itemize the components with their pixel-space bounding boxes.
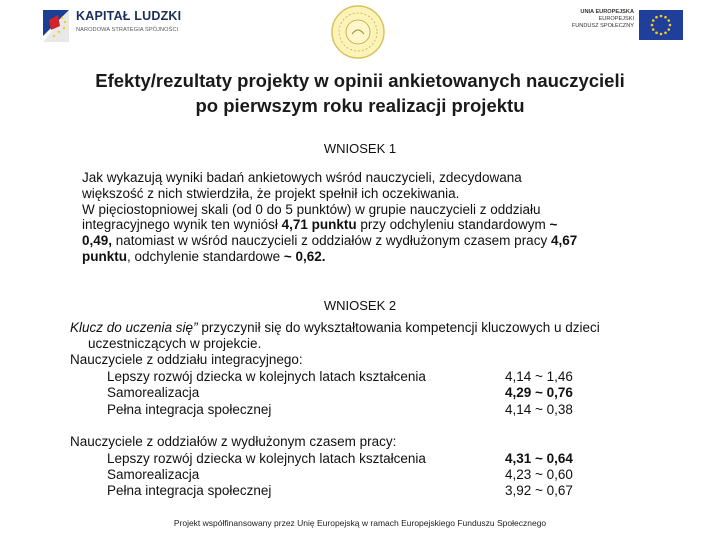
- paragraph-line: [82, 233, 702, 249]
- eu-star-icon: [660, 33, 663, 36]
- text-run: integracyjnego wynik ten wyniósł: [82, 217, 282, 233]
- group-1-item-label: Samorealizacja: [107, 385, 200, 400]
- eu-text-line: FUNDUSZ SPOŁECZNY: [571, 23, 634, 29]
- group-1-label: Nauczyciele z oddziału integracyjnego:: [70, 352, 303, 367]
- wniosek-1-paragraph: [82, 170, 702, 265]
- wniosek-2-heading: WNIOSEK 2: [323, 298, 397, 313]
- bold-value: 0,49,: [82, 233, 113, 249]
- eu-star-icon: [667, 19, 670, 22]
- paragraph-line: [82, 249, 702, 265]
- eu-stars-icon: [639, 10, 683, 40]
- group-1-item-value: 4,14 ~ 0,38: [505, 402, 573, 417]
- eu-star-icon: [652, 28, 655, 31]
- bold-value: 4,67: [550, 233, 578, 249]
- kapital-ludzki-emblem-icon: [40, 6, 72, 46]
- group-1-item-label: Pełna integracja społecznej: [107, 402, 272, 417]
- paragraph-line: W pięciostopniowej skali (od 0 do 5 punktów) w grupie nauczycieli z oddziału: [82, 201, 541, 217]
- group-2-label: Nauczyciele z oddziałów z wydłużonym czasem pracy:: [70, 434, 397, 449]
- text-run: , odchylenie standardowe: [127, 248, 284, 264]
- group-2-item-value: 4,23 ~ 0,60: [505, 467, 573, 482]
- bold-value: ~ 0,62.: [283, 248, 326, 264]
- text-run: natomiast w wśród nauczycieli z oddziałów z wydłużonym czasem pracy: [112, 233, 551, 249]
- eu-star-icon: [652, 19, 655, 22]
- school-seal-logo: [330, 4, 386, 60]
- group-1-item-value: 4,14 ~ 1,46: [505, 369, 573, 384]
- group-1-item-value: 4,29 ~ 0,76: [505, 385, 573, 400]
- kapital-ludzki-title: KAPITAŁ LUDZKI: [76, 9, 182, 23]
- footer-note: Projekt współfinansowany przez Unię Europejską w ramach Europejskiego Funduszu Społecznego: [173, 518, 547, 528]
- wniosek-1-heading: WNIOSEK 1: [323, 141, 397, 156]
- group-2-item-label: Lepszy rozwój dziecka w kolejnych latach kształcenia: [107, 451, 426, 466]
- eu-text-line: EUROPEJSKI: [598, 16, 634, 22]
- group-1-item-label: Lepszy rozwój dziecka w kolejnych latach kształcenia: [107, 369, 426, 384]
- intro-italic: Klucz do uczenia się”: [70, 320, 198, 335]
- bold-value: ~: [549, 217, 558, 233]
- group-2-item-label: Pełna integracja społecznej: [107, 483, 272, 498]
- eu-logo: [566, 8, 686, 44]
- kapital-ludzki-subtitle: NARODOWA STRATEGIA SPÓJNOŚCI: [76, 27, 179, 33]
- eu-text-line: UNIA EUROPEJSKA: [580, 9, 634, 15]
- group-2-item-value: 4,31 ~ 0,64: [505, 451, 573, 466]
- wniosek-2-intro: [70, 320, 600, 336]
- bold-value: 4,71 punktu: [281, 217, 357, 233]
- eu-flag-icon: [639, 10, 683, 40]
- paragraph-line: Jak wykazują wyniki badań ankietowych wśród nauczycieli, zdecydowana: [82, 170, 522, 185]
- eu-star-icon: [664, 31, 667, 34]
- group-2-item-value: 3,92 ~ 0,67: [505, 483, 573, 498]
- text-run: przy odchyleniu standardowym: [356, 217, 550, 233]
- eu-star-icon: [655, 16, 658, 19]
- eu-star-icon: [651, 24, 654, 27]
- page-title: [0, 68, 720, 118]
- kapital-ludzki-logo: [40, 6, 200, 50]
- bold-value: punktu: [82, 248, 127, 264]
- paragraph-line: [82, 217, 702, 233]
- eu-star-icon: [664, 16, 667, 19]
- eu-star-icon: [660, 15, 663, 18]
- intro-rest: przyczynił się do wykształtowania kompetencji kluczowych u dzieci: [197, 320, 600, 335]
- group-2-item-label: Samorealizacja: [107, 467, 200, 482]
- paragraph-line: większość z nich stwierdziła, że projekt spełnił ich oczekiwania.: [82, 185, 460, 201]
- seal-icon: [330, 4, 386, 60]
- eu-star-icon: [667, 28, 670, 31]
- title-line-1: Efekty/rezultaty projekty w opinii ankietowanych nauczycieli: [95, 70, 625, 91]
- eu-text-block: [566, 9, 634, 30]
- eu-star-icon: [655, 31, 658, 34]
- wniosek-2-intro-continuation: uczestniczących w projekcie.: [88, 336, 262, 351]
- title-line-2: po pierwszym roku realizacji projektu: [195, 95, 525, 116]
- eu-star-icon: [669, 24, 672, 27]
